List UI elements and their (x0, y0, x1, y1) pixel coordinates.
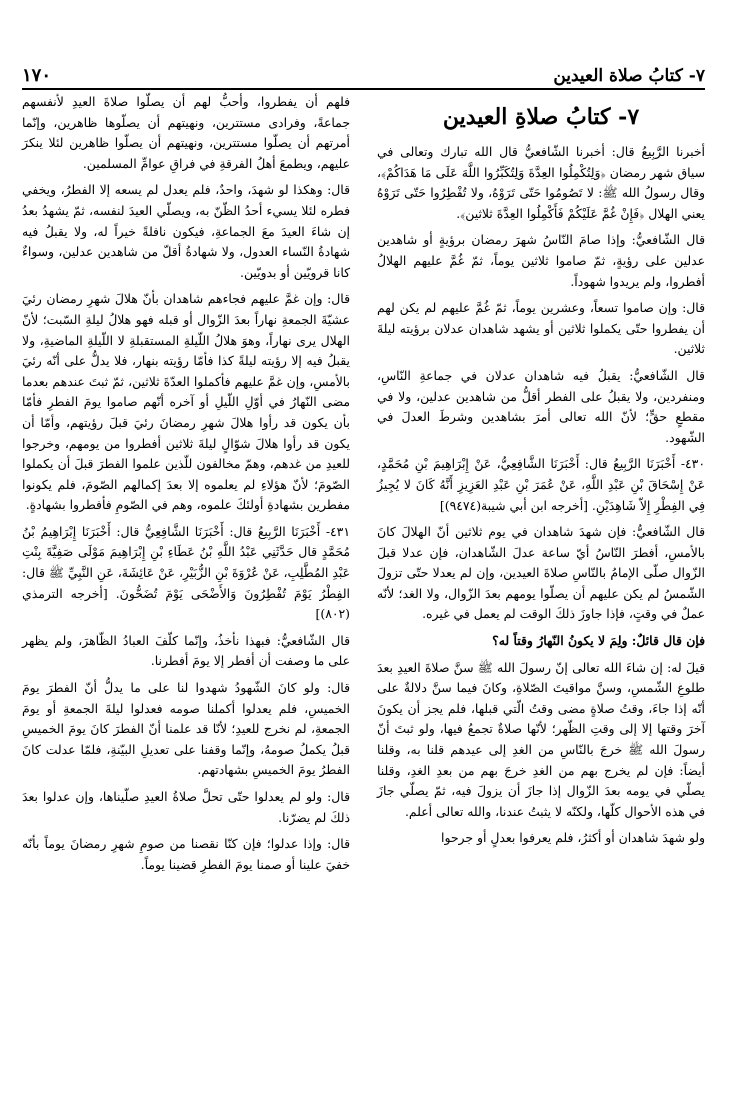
paragraph: قال الشّافعيُّ: يقبلُ فيه شاهدان عدلان في جماعةِ النّاسِ، ومنفردين، ولا يقبلُ على الفطر أقلُّ من شاهدين عدلين، ولا في مقطعٍ حقٍّ؛ لأنّ الله تعالى أمرَ بشاهدين وشرطَ العدلَ في الشّهود. (377, 367, 705, 445)
book-page (22, 56, 705, 1105)
header-title: ٧- كتابُ صلاة العيدين (553, 66, 705, 86)
paragraph: ولو شهدَ شاهدان أو أكثرُ، فلم يعرفوا بعدلٍ أو جرحوا (441, 830, 705, 846)
paragraph: قيلَ له: إن شاءَ الله تعالى إنّ رسولَ الله ﷺ سنَّ صلاةَ العيدِ بعدَ طلوعِ الشّمسِ، وسنَّ مواقيتَ الصّلاةِ، وكانَ فيما سنَّ دلالةٌ على أنّه إذا جاءَ، وقتُ صلاةٍ مضى وقتُ الّتي قبلها، فلم يجز أن يكونَ آخرَ وقتها إلا إلى وقتِ الظّهر؛ لأنّها صلاةٌ تجمعُ فيها، ولو ثبتَ أنّ رسولَ الله ﷺ خرجَ بالنّاسِ من الغدِ إلى عيدهم قلنا به، وقلنا أيضاً: فإن لم يخرج بهم من الغدِ خرجَ بهم من بعدِ الغدِ، وقلنا يصلّي في يومه بعدَ الزّوال إذا جازَ أن يزولَ فيه، ثمّ يصلّي جازَ في هذه الأحوال كلّها، ولكنّه لا يثبتُ عندنا، والله تعالى أعلم. (377, 659, 705, 819)
page-number: ١٧٠ (22, 65, 52, 86)
paragraph: قال: وإن غمَّ عليهم فجاءهم شاهدان بأنّ هلالَ شهرِ رمضان رئيَ عشيّةَ الجمعةِ نهاراً بعدَ الزّوال أو قبله فهو هلالُ ليلةِ السّبت؛ لأنّ الهلال يرى نهاراً، وهوَ هلالُ اللّيلةِ المستقبلةِ لا اللّيلةِ الماضيةِ، ولا يقبلُ فيه إلا رؤيته ليلةً كذا فأمّا رؤيته بنهار، فلا يدلُّ على أنّه رئيَ بالأمسِ، وإن غمَّ عليهم فأكملوا العدّةَ ثلاثين، ثمّ ثبتَ عندهم بعدما مضى النّهارُ في أوّلِ اللّيلِ أو آخره أنّهم صاموا يومَ الفطرِ فأمّا بأن يكون قد رأوا هلالَ شهرِ رمضانَ رئيَ قبلَ رؤيتهم، وأمّا أن يكون قد رأوا هلالَ شوّالٍ ليلةَ ثلاثين أفطروا من يومهم، وخرجوا للعيدِ من غدهم، وهمّ مخالفون للّذين علموا الفطرَ قبلَ أن يكملوا الصّومَ؛ لأنّ هؤلاءِ لم يعلموه إلا بعدَ إكمالهم الصّومَ، فلم يكونوا مفطرين بشهادةِ أولئكَ علموه، وهم في الصّومِ فأفطروا بشهادةٍ. (22, 291, 350, 513)
hadith-431: ٤٣١- أَخْبَرَنَا الرَّبِيعُ قال: أَخْبَرَنَا الشَّافِعِيُّ قال: أَخْبَرَنَا إِبْرَاهِيمُ بْنُ مُحَمَّدٍ قال حَدَّثَنِي عَبْدُ اللَّهِ بْنُ عَطَاءِ بْنِ إِبْرَاهِيمَ مَوْلَى صَفِيَّةَ بِنْتِ عَبْدِ المُطَّلِبِ، عَنْ عُرْوَةَ بْنِ الزُّبَيْرِ، عَنْ عَائِشَةَ، عَنِ النَّبِيِّ ﷺ قال: الفِطْرُ يَوْمَ تُفْطِرُونَ وَالأَضْحَى يَوْمَ تُضَحُّونَ. [أخرجه الترمذي (٨٠٢)] (22, 523, 350, 622)
paragraph: قال: وإذا عدلوا؛ فإن كنّا نقصنا من صومِ شهرِ رمضانَ يوماً بأنّه خفيَ علينا أو صمنا يومَ الفطرِ قضينا يوماً. (22, 836, 350, 872)
paragraph: قال الشّافعيُّ: فبهذا نأخذُ، وإنّما كلّفَ العبادُ الظّاهرَ، ولم يظهر على ما وصفت أن أفطر إلا يومَ أفطرنا. (22, 632, 350, 669)
paragraph: أخبرنا الرَّبِيعُ قال: أخبرنا الشّافعيُّ قال الله تبارك وتعالى في سياق شهر رمضان ﴿وَلِتُكْمِلُوا العِدَّةَ وَلِتُكَبِّرُوا اللَّهَ عَلَى مَا هَدَاكُمْ﴾، وقال رسولُ الله ﷺ: لا تَصُومُوا حَتّى تَرَوْهُ، ولا تُفْطِرُوا حَتّى تَرَوْهُ يعني الهلال ﴿فَإِنْ غُمَّ عَلَيْكُمْ فَأَكْمِلُوا العِدَّةَ ثلاثين﴾. (377, 144, 705, 221)
paragraph: قال: وهكذا لو شهدَ، واحدٌ، فلم يعدل لم يسعه إلا الفطرُ، ويخفي فطره لئلا يسيء أحدُ الظّنّ به، ويصلّي العيدَ لنفسه، ثمّ يشهدُ بعدُ إن شاءَ العيدَ معَ الجماعةِ، فيكون نافلةً خيراً له، ولا يقبلُ فيه شهادةُ النّساء العدول، ولا شهادةُ أقلّ من شاهدين عدلين، وسواءٌ كانا قرويّين أو بدويّين. (22, 182, 350, 280)
paragraph: فلهم أن يفطروا، وأحبُّ لهم أن يصلّوا صلاةَ العيدِ لأنفسهم جماعةً، وفرادى مستترين، ونهيتهم أن يصلّوها ظاهرين، وإنّما أمرتهم أن يصلّوا مستترين، ونهيتهم أن يصلّوا ظاهرين لئلا ينكرَ عليهم، ويطمعَ أهلُ الفرقةِ في فراقِ عوامِّ المسلمين. (22, 94, 350, 171)
chapter-title: ٧- كتابُ صلاةِ العيدين (442, 104, 640, 130)
paragraph: قال: وإن صاموا تسعاً، وعشرين يوماً، ثمّ غُمَّ عليهم لم يكن لهم أن يفطروا حتّى يكملوا ثلاثين أو يشهد شاهدان عدلان برؤيته ليلةَ ثلاثين. (377, 300, 705, 357)
left-column (22, 92, 350, 881)
paragraph: قال: ولو كانَ الشّهودُ شهدوا لنا على ما يدلُّ أنّ الفطرَ يومَ الخميسِ، فلم يعدلوا أكملنا صومه فعدلوا ليلةَ الجمعةِ أو يومَ الجمعةِ، لم نخرج للعيدِ؛ لأنّا قد علمنا أنّ الفطرَ كانَ يومَ الخميسِ قبلُ يكملُ صومهُ، وإنّما وقفنا على تعديلِ البيّنةِ، فلمّا عدلت كانَ الفطرُ يومَ الخميسِ بشهادتهم. (22, 680, 350, 778)
paragraph: قال الشّافعيُّ: وإذا صامَ النّاسُ شهرَ رمضان برؤيةٍ أو شاهدين عدلين على رؤيةٍ، ثمّ صاموا ثلاثين يوماً، ثمّ غُمَّ عليهم الهلالُ أفطروا، ولم يريدوا شهوداً. (377, 232, 705, 289)
paragraph: قال: ولو لم يعدلوا حتّى تحلَّ صلاةُ العيدِ صلّيناها، وإن عدلوا بعدَ ذلكَ لم يضرّنا. (22, 789, 350, 825)
question-line: فإن قال قائلٌ: ولِمَ لا يكونُ النّهارُ وقتاً له؟ (492, 633, 705, 649)
right-column (377, 92, 705, 855)
hadith-430: ٤٣٠- أَخْبَرَنَا الرَّبِيعُ قال: أَخْبَرَنَا الشَّافِعِيُّ، عَنْ إِبْرَاهِيمَ بْنِ مُحَمَّدٍ، عَنْ إِسْحَاقَ بْنِ عَبْدِ اللَّهِ، عَنْ عُمَرَ بْنِ عَبْدِ العَزِيزِ أَنَّهُ كَانَ لا يُجِيزُ فِي الفِطْرِ إِلاّ شَاهِدَيْنِ. [أخرجه ابن أبي شيبة(٩٤٧٤)] (377, 456, 705, 513)
running-header (22, 56, 705, 90)
paragraph: قال الشّافعيُّ: فإن شهدَ شاهدان في يوم ثلاثين أنّ الهلالَ كانَ بالأمسِ، أفطرَ النّاسُ أيّ ساعة عدلَ الشّاهدان، فإن عدلا قبلَ الزّوال صلّى الإمامُ بالنّاسِ صلاةَ العيدين، وإن لم يعدلا حتّى تزولَ الشّمسُ لم يكن عليهم أن يصلّوا يومهم بعدَ الزّوال، ولا الغد؛ لأنّه عملٌ في وقتٍ، فإذا جاوزَ ذلكَ الوقت لم يعمل في غيره. (377, 524, 705, 622)
